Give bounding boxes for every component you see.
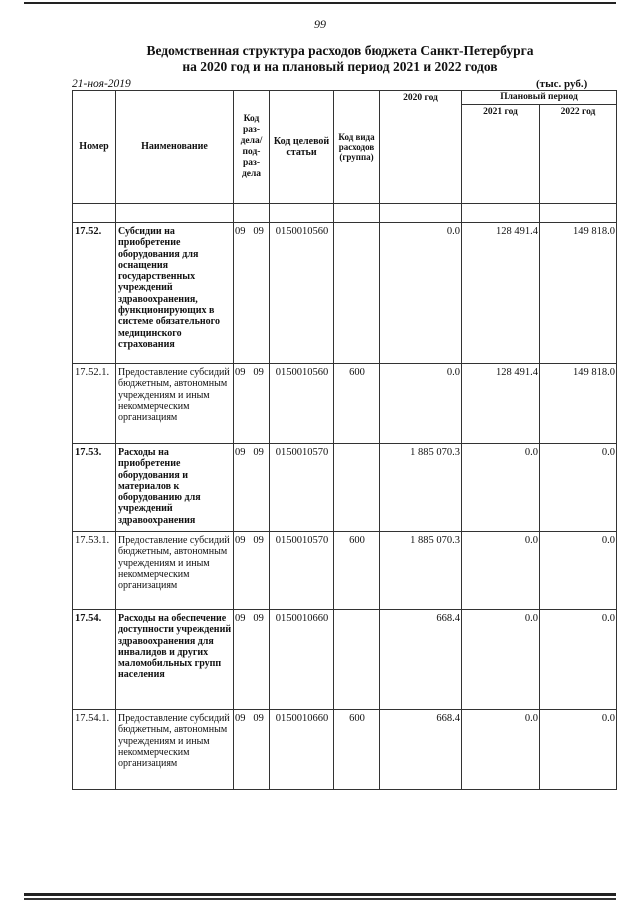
- table-row: [73, 223, 617, 364]
- row-number: 17.54.1.: [73, 710, 116, 790]
- row-name: Субсидии на приобретение оборудования для оснащения государственных учреждений здравоохранения, функционирующих в системе обязательного медицинского страхования: [116, 223, 234, 364]
- header-expense-type-code: Код вида расходов (группа): [334, 91, 380, 204]
- row-amount-2020: 0.0: [380, 223, 462, 364]
- row-section-code: [234, 364, 270, 444]
- row-amount-2021: 0.0: [462, 610, 540, 710]
- row-amount-2020: 1 885 070.3: [380, 532, 462, 610]
- budget-table: [72, 90, 617, 790]
- document-date: 21-ноя-2019: [72, 78, 131, 90]
- table-header: [73, 91, 617, 204]
- row-name: Предоставление субсидий бюджетным, автономным учреждениям и иным некоммерческим организациям: [116, 710, 234, 790]
- row-amount-2020: 1 885 070.3: [380, 444, 462, 532]
- page-number: 99: [314, 17, 326, 31]
- header-section-code: Код раз- дела/ под- раз- дела: [234, 91, 270, 204]
- row-target-code: 0150010570: [270, 444, 334, 532]
- header-name: Наименование: [116, 91, 234, 204]
- row-amount-2021: 0.0: [462, 532, 540, 610]
- row-target-code: 0150010570: [270, 532, 334, 610]
- row-number: 17.53.1.: [73, 532, 116, 610]
- row-expense-type: [334, 444, 380, 532]
- document-title: [60, 43, 620, 75]
- row-name: Расходы на обеспечение доступности учреждений здравоохранения для инвалидов и других маломобильных групп населения: [116, 610, 234, 710]
- title-line-1: Ведомственная структура расходов бюджета Санкт-Петербурга: [146, 43, 534, 58]
- bottom-border-line: [24, 893, 616, 896]
- row-expense-type: [334, 610, 380, 710]
- header-number: Номер: [73, 91, 116, 204]
- subsection-code: 09: [253, 613, 264, 624]
- header-target-code: Код целевой статьи: [270, 91, 334, 204]
- table-row: [73, 610, 617, 710]
- row-amount-2022: 0.0: [540, 444, 617, 532]
- row-section-code: [234, 610, 270, 710]
- spacer-row: [73, 204, 617, 223]
- row-target-code: 0150010660: [270, 710, 334, 790]
- section-code: 09: [235, 535, 246, 546]
- row-target-code: 0150010560: [270, 223, 334, 364]
- top-border-line: [24, 2, 616, 4]
- row-number: 17.54.: [73, 610, 116, 710]
- row-name: Расходы на приобретение оборудования и материалов к оборудованию для учреждений здравоохранения: [116, 444, 234, 532]
- table-row: [73, 444, 617, 532]
- bottom-border-line-thin: [24, 898, 616, 900]
- row-expense-type: 600: [334, 532, 380, 610]
- row-section-code: [234, 532, 270, 610]
- section-code: 09: [235, 713, 246, 724]
- subsection-code: 09: [253, 535, 264, 546]
- row-number: 17.53.: [73, 444, 116, 532]
- row-expense-type: 600: [334, 364, 380, 444]
- row-expense-type: 600: [334, 710, 380, 790]
- row-section-code: [234, 710, 270, 790]
- row-number: 17.52.: [73, 223, 116, 364]
- section-code: 09: [235, 367, 246, 378]
- header-year-2021: 2021 год: [462, 105, 540, 204]
- row-amount-2021: 0.0: [462, 710, 540, 790]
- header-planned-period: Плановый период: [462, 91, 617, 105]
- subsection-code: 09: [253, 226, 264, 237]
- row-amount-2022: 149 818.0: [540, 223, 617, 364]
- header-year-2020: 2020 год: [380, 91, 462, 204]
- subsection-code: 09: [253, 447, 264, 458]
- row-amount-2022: 0.0: [540, 710, 617, 790]
- title-line-2: на 2020 год и на плановый период 2021 и 2022 годов: [182, 59, 498, 74]
- row-expense-type: [334, 223, 380, 364]
- row-section-code: [234, 223, 270, 364]
- row-target-code: 0150010660: [270, 610, 334, 710]
- row-amount-2021: 0.0: [462, 444, 540, 532]
- row-amount-2020: 668.4: [380, 710, 462, 790]
- row-amount-2020: 0.0: [380, 364, 462, 444]
- section-code: 09: [235, 226, 246, 237]
- row-target-code: 0150010560: [270, 364, 334, 444]
- row-section-code: [234, 444, 270, 532]
- row-amount-2022: 0.0: [540, 610, 617, 710]
- section-code: 09: [235, 447, 246, 458]
- subsection-code: 09: [253, 367, 264, 378]
- units-label: (тыс. руб.): [536, 78, 588, 90]
- row-amount-2022: 0.0: [540, 532, 617, 610]
- section-code: 09: [235, 613, 246, 624]
- table-row: [73, 364, 617, 444]
- row-name: Предоставление субсидий бюджетным, автономным учреждениям и иным некоммерческим организациям: [116, 364, 234, 444]
- table-row: [73, 532, 617, 610]
- subsection-code: 09: [253, 713, 264, 724]
- header-year-2022: 2022 год: [540, 105, 617, 204]
- row-number: 17.52.1.: [73, 364, 116, 444]
- row-amount-2022: 149 818.0: [540, 364, 617, 444]
- table-row: [73, 710, 617, 790]
- row-name: Предоставление субсидий бюджетным, автономным учреждениям и иным некоммерческим организациям: [116, 532, 234, 610]
- row-amount-2020: 668.4: [380, 610, 462, 710]
- row-amount-2021: 128 491.4: [462, 364, 540, 444]
- row-amount-2021: 128 491.4: [462, 223, 540, 364]
